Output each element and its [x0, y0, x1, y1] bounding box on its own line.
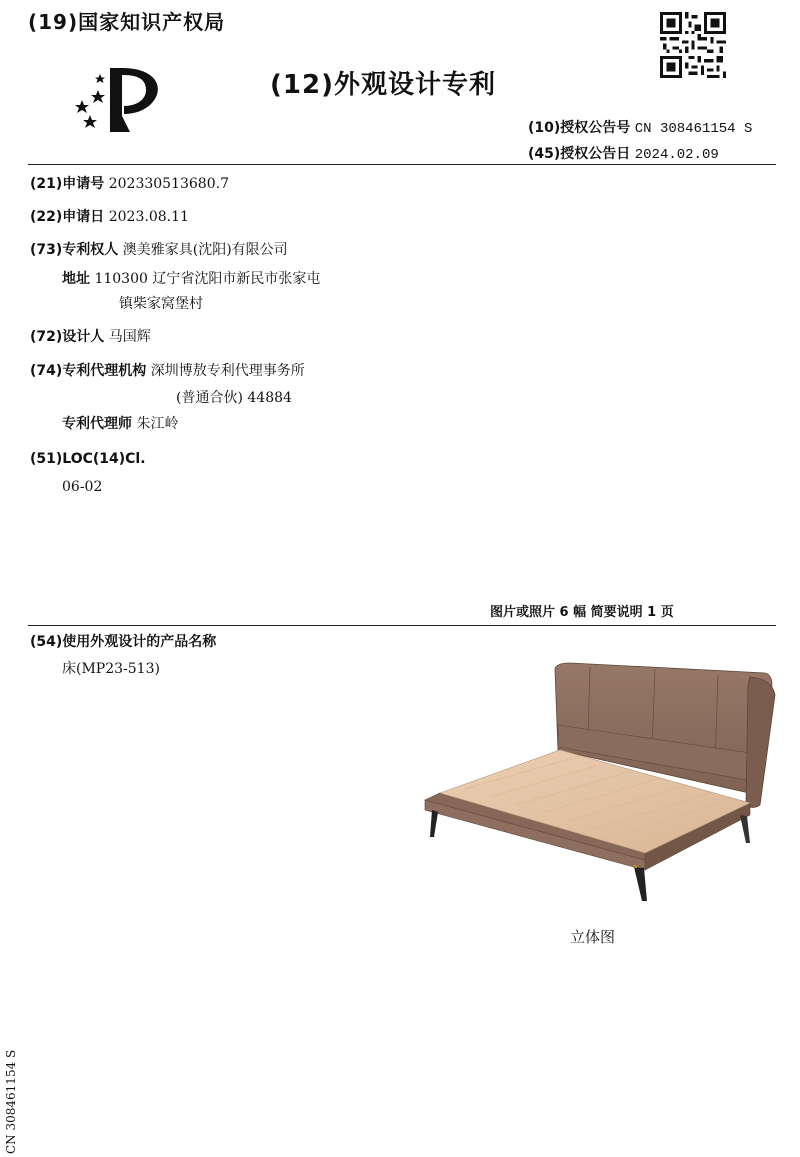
agent-label: 专利代理师	[62, 416, 132, 432]
agency-line-2: (普通合伙) 44884	[176, 390, 292, 406]
publication-date-value: 2024.02.09	[634, 147, 719, 163]
application-number-row	[30, 174, 229, 194]
agent-value: 朱江岭	[136, 416, 179, 432]
product-name-value-row	[62, 659, 160, 679]
patentee-label: (73)专利权人	[30, 242, 119, 258]
loc-classification-value: 06-02	[62, 479, 103, 495]
document-type-title: (12)外观设计专利	[270, 70, 496, 100]
view-caption: 立体图	[570, 928, 616, 946]
agent-row	[62, 414, 178, 434]
address-line-2: 镇柴家窝堡村	[119, 296, 203, 312]
designer-value: 马国辉	[108, 329, 151, 345]
designer-row	[30, 327, 151, 347]
issuing-office: (19)国家知识产权局	[28, 10, 226, 34]
product-name-label-row	[30, 632, 216, 652]
side-publication-number	[2, 1036, 20, 1154]
filing-date-value: 2023.08.11	[108, 209, 189, 225]
publication-number-value: CN 308461154 S	[634, 121, 753, 137]
loc-classification-row	[30, 449, 146, 469]
header-divider	[28, 164, 776, 165]
publication-date	[528, 143, 719, 163]
patentee-value: 澳美雅家具(沈阳)有限公司	[122, 242, 288, 258]
product-name-label: (54)使用外观设计的产品名称	[30, 634, 217, 650]
loc-classification-value-row	[62, 477, 102, 497]
loc-classification-label: (51)LOC(14)Cl.	[30, 451, 146, 467]
agency-continuation	[176, 388, 292, 408]
qr-code	[660, 12, 726, 78]
application-number-label: (21)申请号	[30, 176, 105, 192]
designer-label: (72)设计人	[30, 329, 105, 345]
figures-pages-summary: 图片或照片 6 幅 简要说明 1 页	[490, 605, 674, 620]
filing-date-row	[30, 207, 189, 227]
address-row	[62, 269, 320, 289]
patentee-row	[30, 240, 288, 260]
side-publication-number-text: CN 308461154 S	[4, 1049, 18, 1154]
cnipa-logo	[70, 60, 170, 140]
agency-label: (74)专利代理机构	[30, 363, 147, 379]
address-line-1: 110300 辽宁省沈阳市新民市张家屯	[94, 271, 321, 287]
product-name-value: 床(MP23-513)	[62, 661, 160, 677]
application-number-value: 202330513680.7	[108, 176, 229, 192]
bed-perspective-view	[420, 655, 780, 910]
publication-number	[528, 117, 752, 137]
address-label: 地址	[62, 271, 90, 287]
agency-row	[30, 361, 305, 381]
agency-line-1: 深圳博敖专利代理事务所	[150, 363, 305, 379]
publication-date-label: (45)授权公告日	[528, 146, 631, 162]
address-continuation	[119, 294, 203, 314]
publication-number-label: (10)授权公告号	[528, 120, 631, 136]
filing-date-label: (22)申请日	[30, 209, 105, 225]
summary-divider	[28, 625, 776, 626]
